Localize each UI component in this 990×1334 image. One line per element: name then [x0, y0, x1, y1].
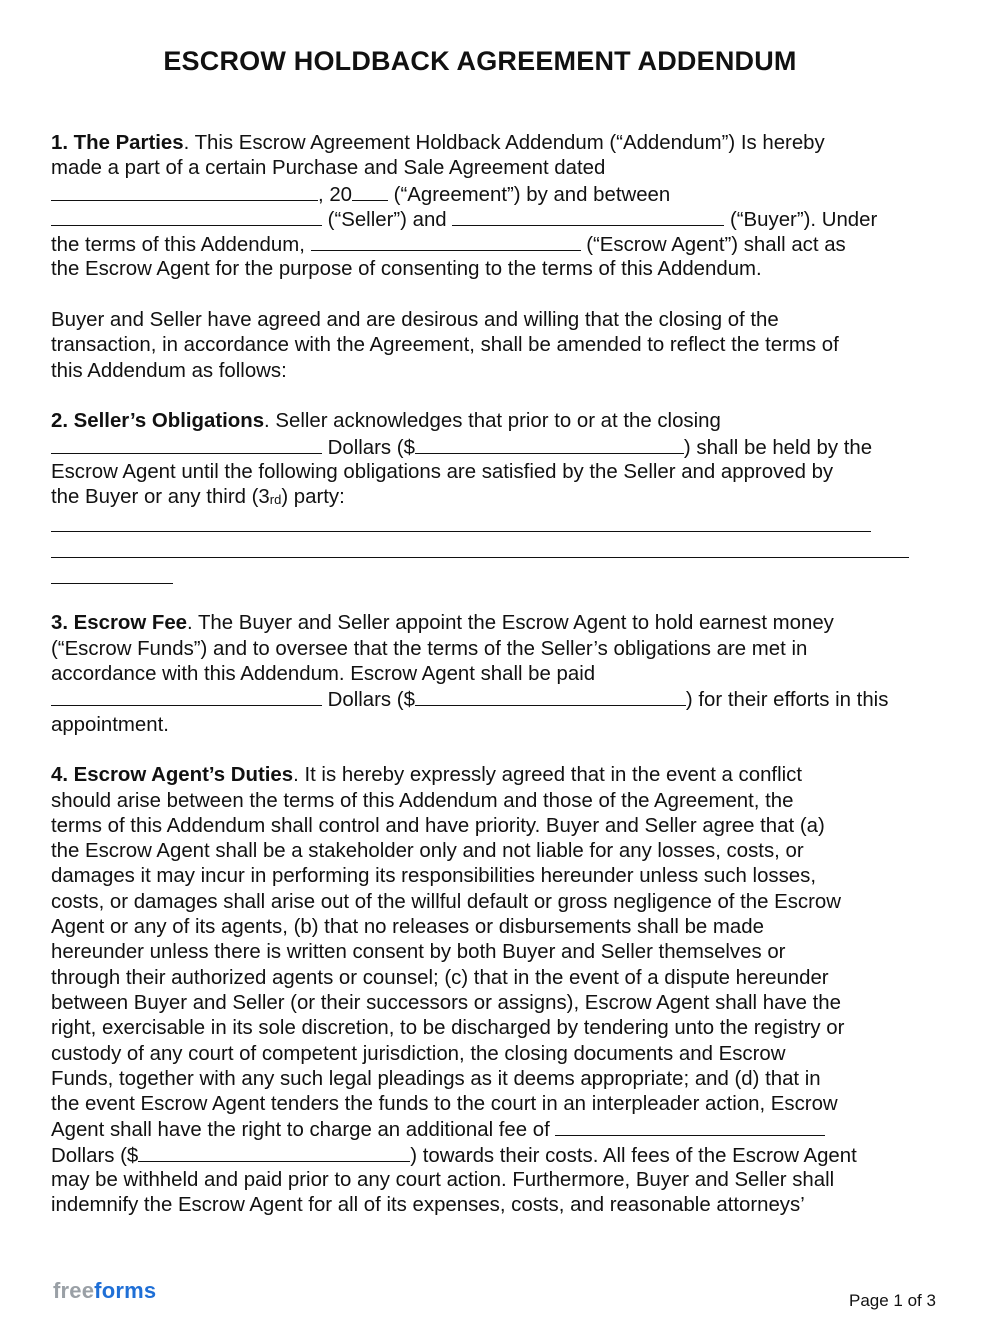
additional-fee-number-blank[interactable] — [138, 1143, 410, 1162]
additional-fee-words-blank[interactable] — [555, 1117, 825, 1136]
p2-line-3: this Addendum as follows: — [51, 359, 287, 382]
s2-line-3: Escrow Agent until the following obligations are satisfied by the Seller and approved by — [51, 460, 834, 483]
obligations-line-2[interactable] — [51, 536, 909, 558]
escrow-fee-number-blank[interactable] — [415, 687, 686, 706]
s1-line-3: , 20 (“Agreement”) by and between — [51, 182, 931, 207]
p2-line-1: Buyer and Seller have agreed and are desirous and willing that the closing of the — [51, 309, 779, 332]
s4-line-1: 4. Escrow Agent’s Duties. It is hereby expressly agreed that in the event a conflict — [51, 764, 803, 787]
obligations-line-3[interactable] — [51, 562, 173, 584]
s1-line-1: 1. The Parties. This Escrow Agreement Holdback Addendum (“Addendum”) Is hereby — [51, 132, 825, 154]
s4-line: between Buyer and Seller (or their successors or assigns), Escrow Agent shall have the — [51, 991, 841, 1014]
s3-line-2: (“Escrow Funds”) and to oversee that the terms of the Seller’s obligations are met in — [51, 637, 808, 660]
s4-line: Funds, together with any such legal pleadings as it deems appropriate; and (d) that in — [51, 1067, 821, 1090]
s4-line-18: indemnify the Escrow Agent for all of its expenses, costs, and reasonable attorneys’ — [51, 1194, 805, 1217]
s4-line: Agent or any of its agents, (b) that no releases or disbursements shall be made — [51, 916, 764, 939]
s4-line: costs, or damages shall arise out of the willful default or gross negligence of the Escrow — [51, 890, 841, 913]
s4-line-16: Dollars ($ ) towards their costs. All fees of the Escrow Agent — [51, 1144, 857, 1167]
holdback-amount-words-blank[interactable] — [51, 435, 322, 454]
s4-line: the event Escrow Agent tenders the funds to the court in an interpleader action, Escrow — [51, 1093, 838, 1116]
s1-heading: 1. The Parties — [51, 132, 184, 154]
holdback-amount-number-blank[interactable] — [415, 435, 684, 454]
document-title: ESCROW HOLDBACK AGREEMENT ADDENDUM — [163, 46, 797, 76]
s1-line-2: made a part of a certain Purchase and Sale Agreement dated — [51, 157, 606, 180]
agreement-year-blank[interactable] — [352, 182, 388, 201]
s2-line-4: the Buyer or any third $(3_{rd})$ party: — [51, 486, 345, 509]
s2-heading: 2. Seller’s Obligations — [51, 410, 265, 433]
s2-line-1: 2. Seller’s Obligations. Seller acknowledges that prior to or at the closing — [51, 410, 721, 433]
s4-line: the Escrow Agent shall be a stakeholder only and not liable for any losses, costs, or — [51, 840, 804, 863]
s4-line-17: may be withheld and paid prior to any court action. Furthermore, Buyer and Seller shall — [51, 1168, 835, 1191]
s4-line: terms of this Addendum shall control and have priority. Buyer and Seller agree that (a) — [51, 814, 825, 837]
obligations-line-1[interactable] — [51, 510, 871, 532]
s1-line-5: the terms of this Addendum, (“Escrow Agent”) shall act as — [51, 234, 846, 257]
s4-line: through their authorized agents or counsel; (c) that in the event of a dispute hereunder — [51, 966, 829, 989]
document-body — [51, 131, 931, 1219]
s3-line-3: accordance with this Addendum. Escrow Agent shall be paid — [51, 663, 596, 686]
s3-line-4: Dollars ($ ) for their efforts in this — [51, 687, 931, 712]
s4-line: should arise between the terms of this Addendum and those of the Agreement, the — [51, 789, 794, 812]
s1-line-6: the Escrow Agent for the purpose of consenting to the terms of this Addendum. — [51, 258, 762, 281]
s4-line: damages it may incur in performing its responsibilities hereunder unless such losses, — [51, 865, 817, 888]
buyer-name-blank[interactable] — [452, 207, 724, 226]
s1-line-4: (“Seller”) and (“Buyer”). Under — [51, 207, 931, 232]
s4-line: hereunder unless there is written consent by both Buyer and Seller themselves or — [51, 941, 786, 964]
freeforms-logo: freeforms — [53, 1278, 157, 1303]
agreement-date-blank[interactable] — [51, 182, 318, 201]
s3-line-1: 3. Escrow Fee. The Buyer and Seller appoint the Escrow Agent to hold earnest money — [51, 612, 834, 635]
s4-line: custody of any court of competent jurisdiction, the closing documents and Escrow — [51, 1042, 786, 1065]
escrow-agent-name-blank[interactable] — [311, 232, 581, 251]
seller-name-blank[interactable] — [51, 207, 322, 226]
s3-heading: 3. Escrow Fee — [51, 612, 188, 635]
s3-line-5: appointment. — [51, 713, 169, 736]
s4-line: right, exercisable in its sole discretion, to be discharged by tendering unto the registry or — [51, 1017, 845, 1040]
s4-line-15: Agent shall have the right to charge an additional fee of — [51, 1117, 931, 1142]
escrow-fee-words-blank[interactable] — [51, 687, 322, 706]
page-number: Page 1 of 3 — [849, 1291, 936, 1310]
s2-line-2: Dollars ($ ) shall be held by the — [51, 435, 931, 460]
p2-line-2: transaction, in accordance with the Agreement, shall be amended to reflect the terms of — [51, 334, 839, 357]
s4-heading: 4. Escrow Agent’s Duties — [51, 764, 294, 787]
